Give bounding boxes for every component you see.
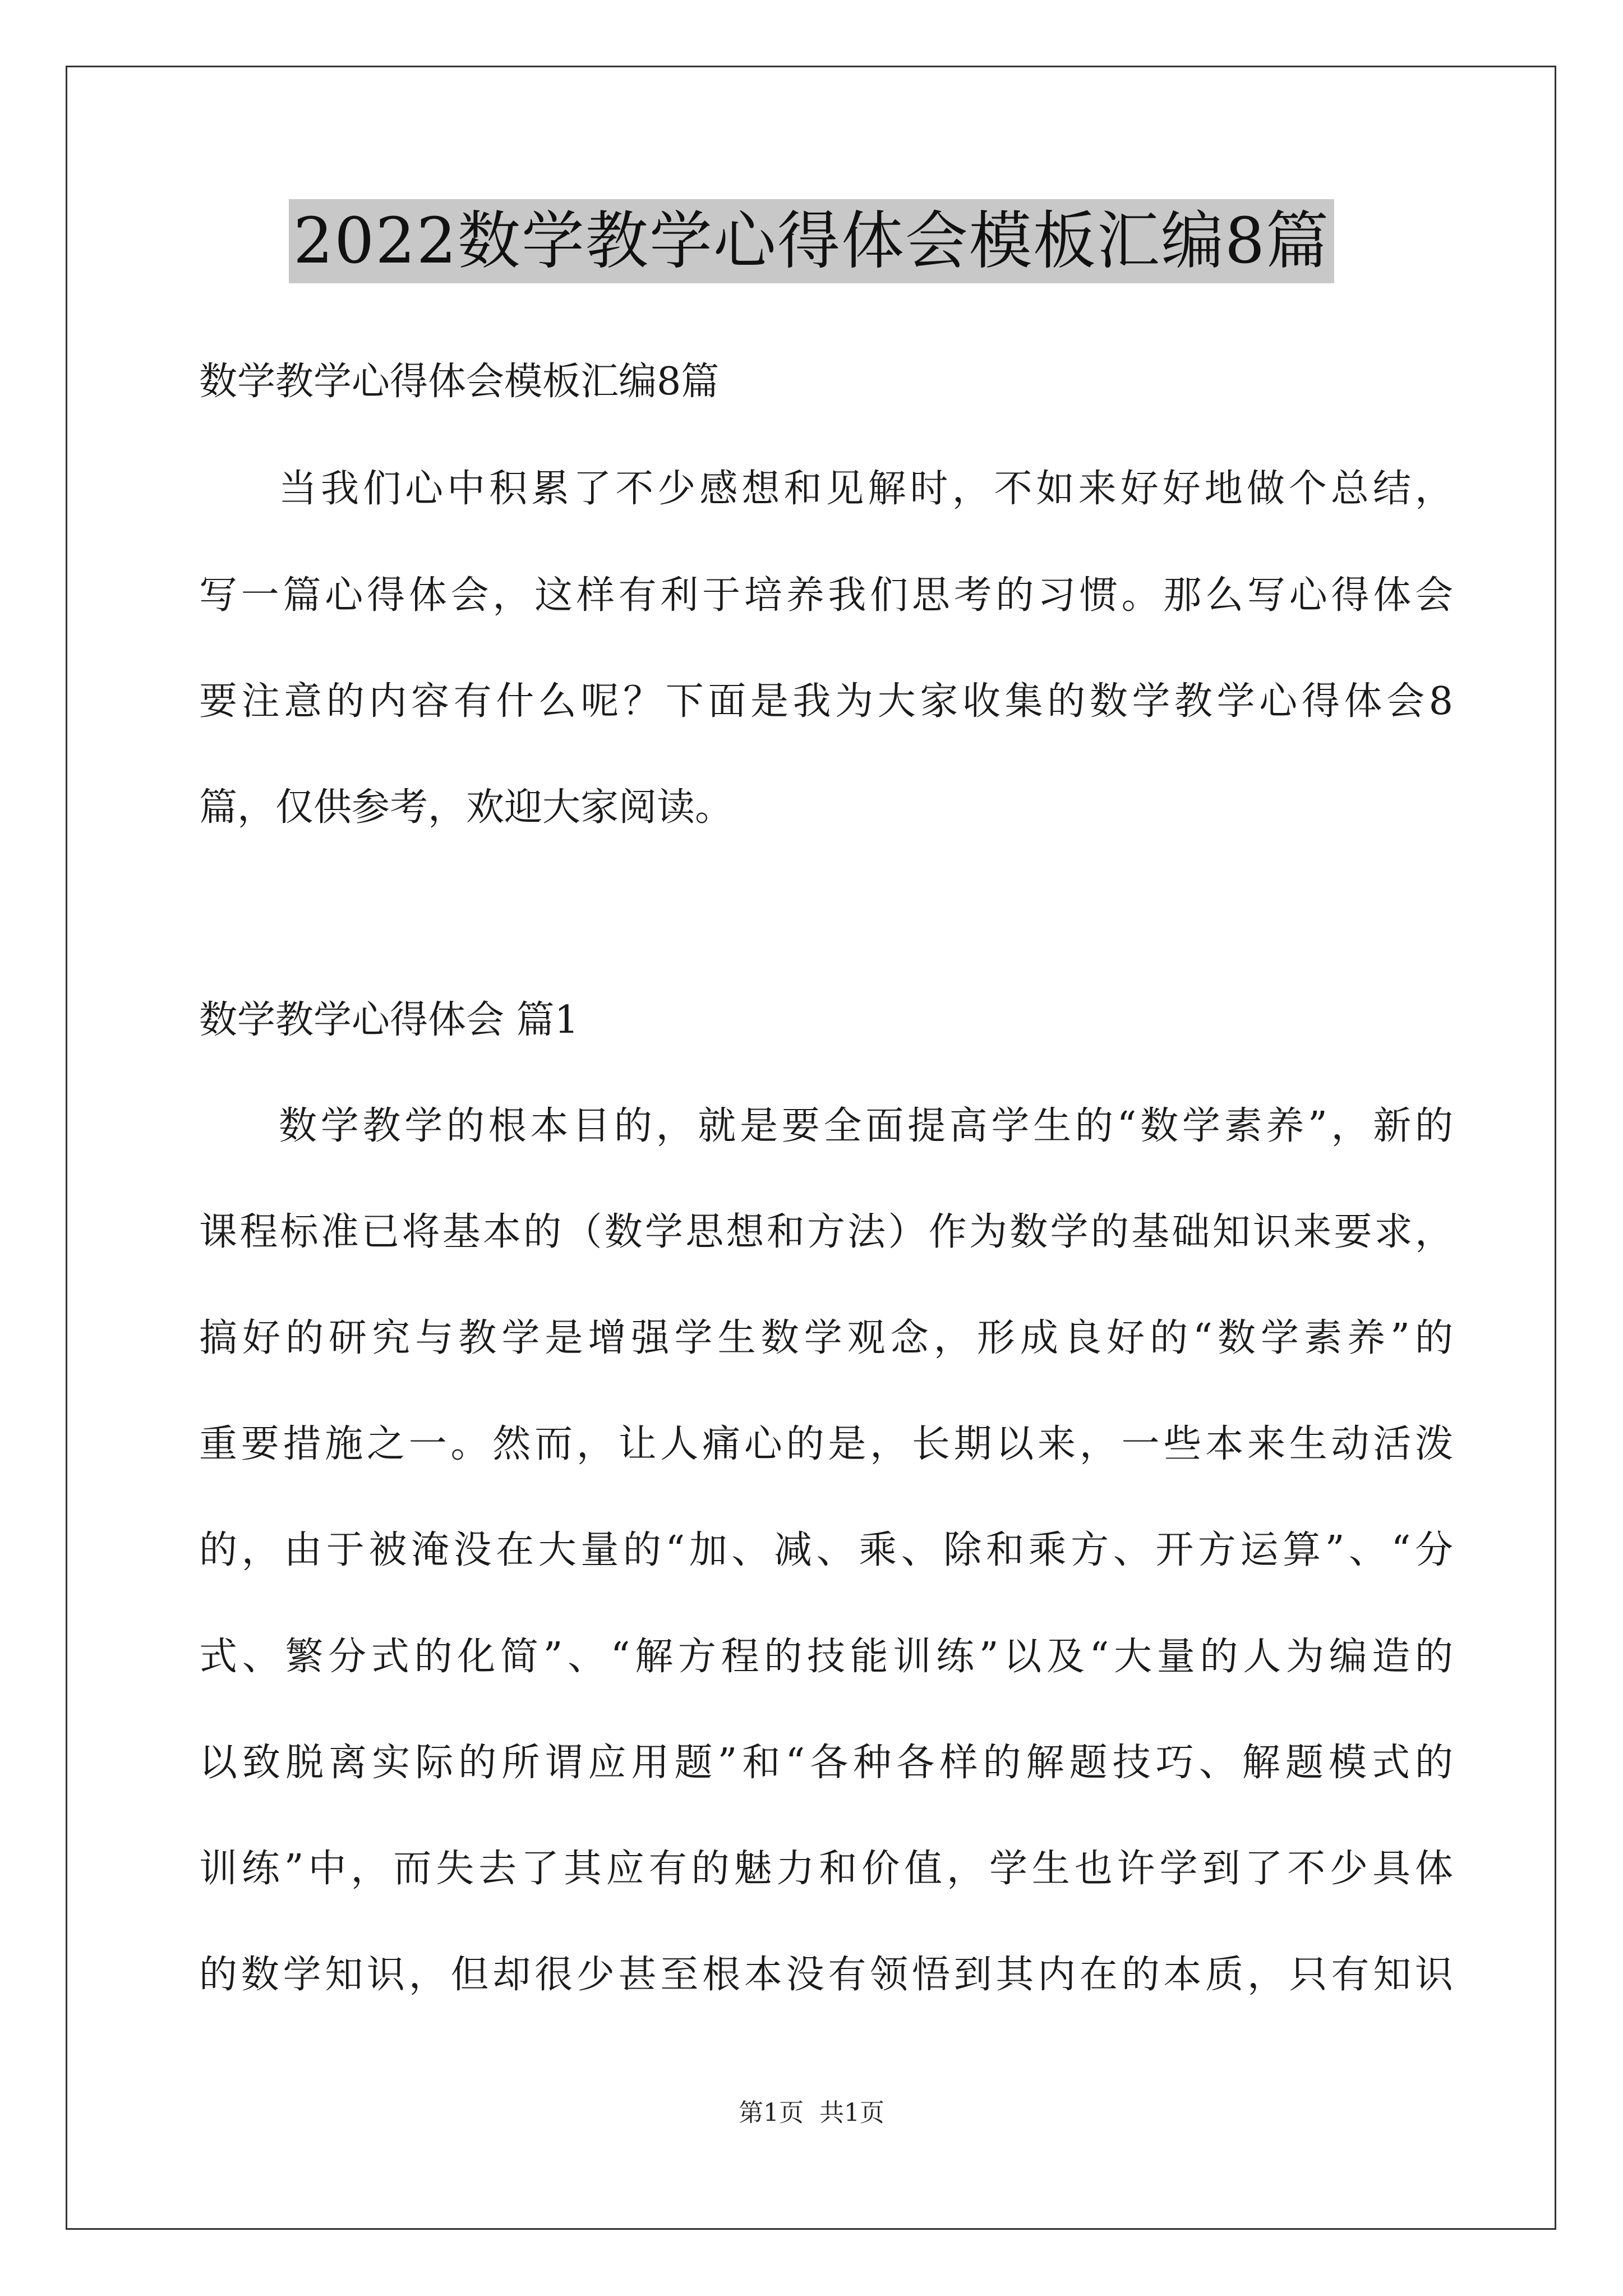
- body-line: 式、繁分式的化简”、“解方程的技能训练”以及“大量的人为编造的: [199, 1635, 1453, 1679]
- body-line: 课程标准已将基本的（数学思想和方法）作为数学的基础知识来要求，: [199, 1210, 1453, 1254]
- body-line: 的数学知识，但却很少甚至根本没有领悟到其内在的本质，只有知识: [199, 1953, 1453, 1997]
- body-line: 训练”中，而失去了其应有的魅力和价值，学生也许学到了不少具体: [199, 1847, 1453, 1891]
- document-title: 2022数学教学心得体会模板汇编8篇: [289, 199, 1334, 283]
- document-subtitle: 数学教学心得体会模板汇编8篇: [199, 360, 720, 404]
- body-line: 的，由于被淹没在大量的“加、减、乘、除和乘方、开方运算”、“分: [199, 1528, 1453, 1572]
- intro-line: 篇，仅供参考，欢迎大家阅读。: [199, 785, 734, 830]
- section-heading: 数学教学心得体会 篇1: [199, 998, 579, 1042]
- body-line: 以致脱离实际的所谓应用题”和“各种各样的解题技巧、解题模式的: [199, 1741, 1453, 1785]
- body-line: 重要措施之一。然而，让人痛心的是，长期以来，一些本来生动活泼: [199, 1422, 1453, 1466]
- body-line: 搞好的研究与教学是增强学生数学观念，形成良好的“数学素养”的: [199, 1316, 1453, 1360]
- intro-line: 写一篇心得体会，这样有利于培养我们思考的习惯。那么写心得体会: [199, 573, 1453, 618]
- body-line: 数学教学的根本目的，就是要全面提高学生的“数学素养”，新的: [279, 1104, 1453, 1148]
- page-number: 第1页: [739, 2099, 804, 2127]
- title-container: [0, 199, 1623, 283]
- intro-line: 要注意的内容有什么呢？下面是我为大家收集的数学教学心得体会8: [199, 679, 1453, 724]
- page-footer: [0, 2096, 1623, 2130]
- intro-line: 当我们心中积累了不少感想和见解时，不如来好好地做个总结，: [279, 467, 1453, 511]
- page-total: 共1页: [819, 2099, 884, 2127]
